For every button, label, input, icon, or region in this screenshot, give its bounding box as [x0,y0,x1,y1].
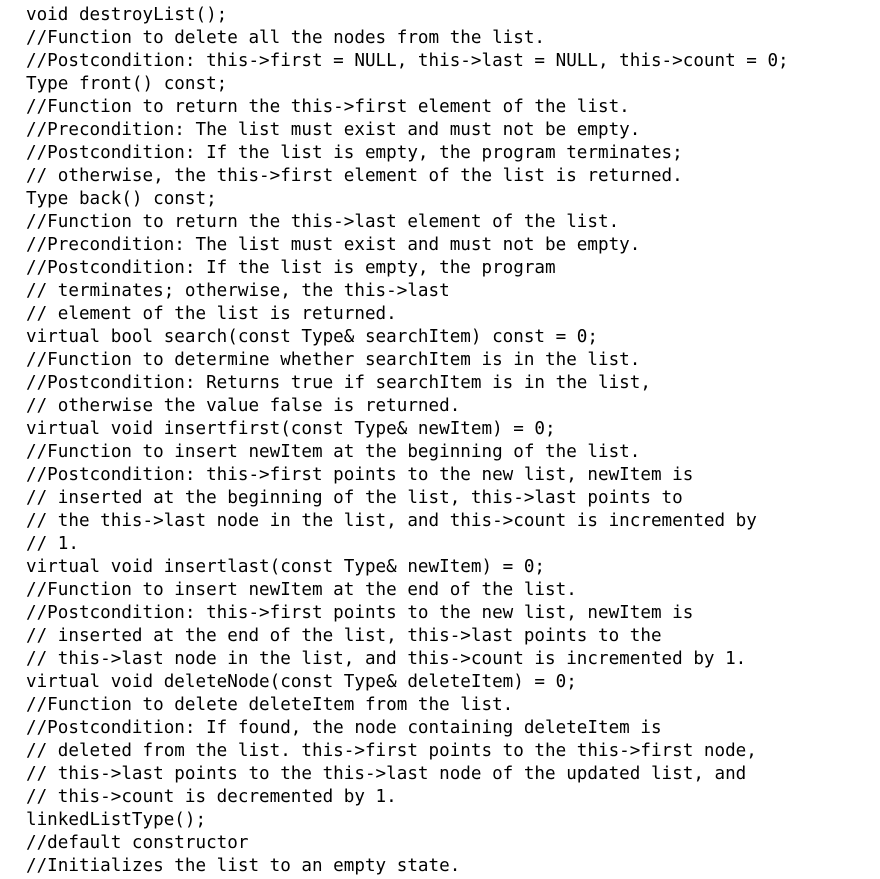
code-line: // this->last points to the this->last node of the updated list, and [26,764,747,784]
code-line: // inserted at the end of the list, this->last points to the [26,626,662,646]
code-line: virtual bool search(const Type& searchItem) const = 0; [26,327,598,347]
code-line: // 1. [26,534,79,554]
code-line: virtual void deleteNode(const Type& deleteItem) = 0; [26,672,577,692]
code-line: // deleted from the list. this->first points to the this->first node, [26,741,757,761]
code-line: void destroyList(); [26,5,228,25]
code-line: //Precondition: The list must exist and must not be empty. [26,120,641,140]
code-line: //Function to delete deleteItem from the list. [26,695,514,715]
code-line: //Initializes the list to an empty state. [26,856,461,876]
code-line: //Function to delete all the nodes from the list. [26,28,546,48]
code-line: //Postcondition: this->first points to the new list, newItem is [26,465,694,485]
code-line: // otherwise the value false is returned. [26,396,461,416]
code-listing [26,4,876,878]
code-line: //Function to determine whether searchItem is in the list. [26,350,641,370]
code-line: // this->count is decremented by 1. [26,787,397,807]
code-line: //Function to return the this->last element of the list. [26,212,620,232]
code-line: virtual void insertfirst(const Type& newItem) = 0; [26,419,556,439]
code-line: //Function to return the this->first element of the list. [26,97,630,117]
code-line: //Postcondition: this->first = NULL, this->last = NULL, this->count = 0; [26,51,789,71]
code-line: Type front() const; [26,74,228,94]
code-line: // this->last node in the list, and this->count is incremented by 1. [26,649,747,669]
code-line: //Function to insert newItem at the beginning of the list. [26,442,641,462]
code-line: // element of the list is returned. [26,304,397,324]
code-line: //Postcondition: If the list is empty, the program terminates; [26,143,683,163]
code-line: //default constructor [26,833,249,853]
code-line: linkedListType(); [26,810,207,830]
code-line: // inserted at the beginning of the list, this->last points to [26,488,683,508]
code-line: Type back() const; [26,189,217,209]
code-line: //Function to insert newItem at the end of the list. [26,580,577,600]
code-line: //Postcondition: Returns true if searchItem is in the list, [26,373,651,393]
code-line: //Postcondition: this->first points to the new list, newItem is [26,603,694,623]
code-line: // terminates; otherwise, the this->last [26,281,450,301]
code-line: //Postcondition: If found, the node containing deleteItem is [26,718,662,738]
code-line: //Postcondition: If the list is empty, the program [26,258,556,278]
code-line: //Precondition: The list must exist and must not be empty. [26,235,641,255]
code-line: // the this->last node in the list, and this->count is incremented by [26,511,757,531]
code-line: // otherwise, the this->first element of the list is returned. [26,166,683,186]
code-line: virtual void insertlast(const Type& newItem) = 0; [26,557,546,577]
